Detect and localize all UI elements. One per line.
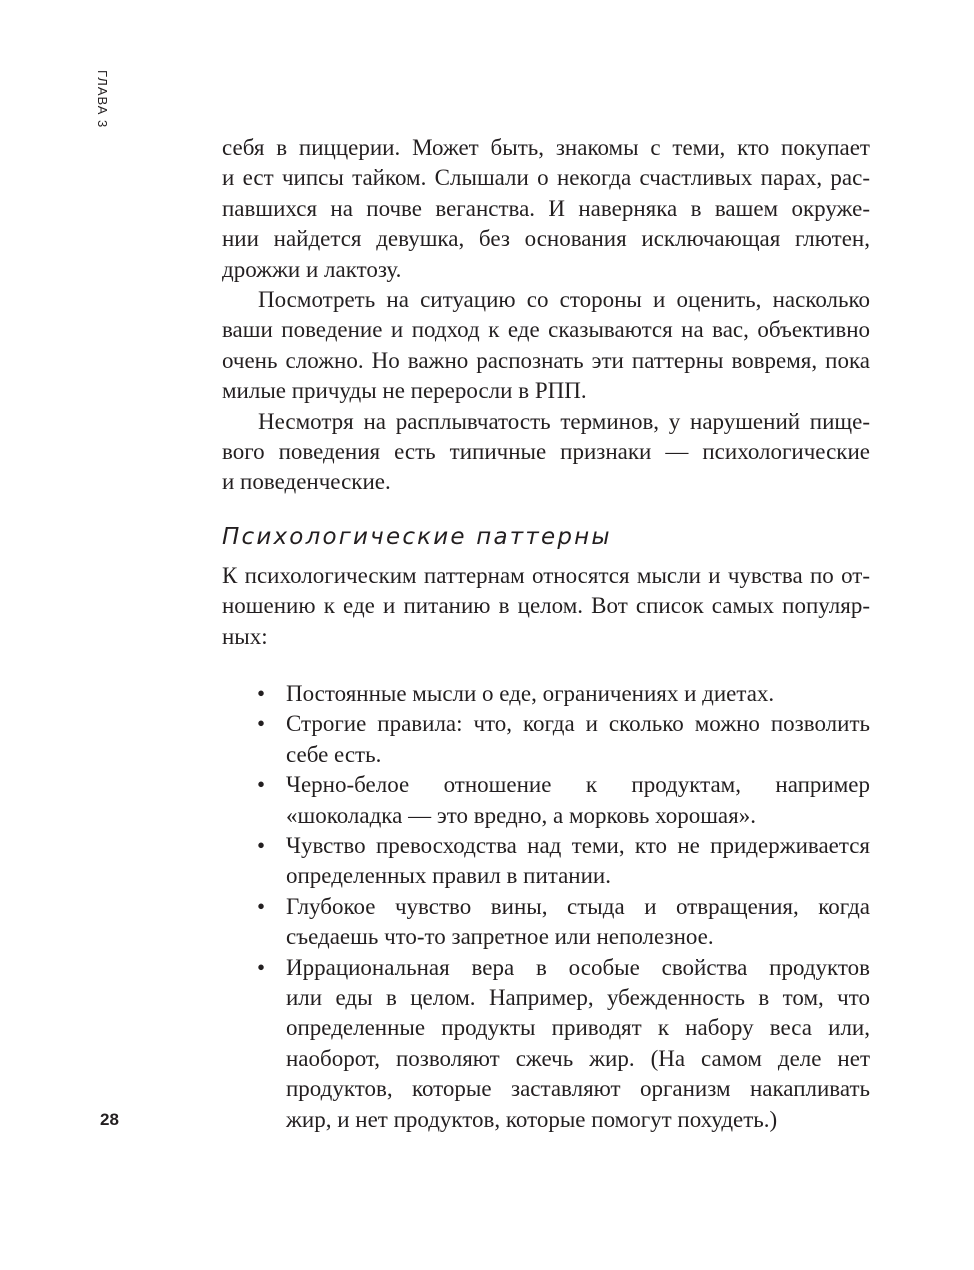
running-header: ГЛАВА 3 — [95, 70, 110, 129]
list-item-line: съедаешь что-то запретное или неполезное. — [286, 924, 714, 949]
list-item-line: Иррациональная вера в особые свойства продуктов — [286, 955, 870, 980]
list-item-line: жир, и нет продуктов, которые помогут похудеть.) — [286, 1107, 778, 1132]
paragraph-line: ношению к еде и питанию в целом. Вот список самых популяр- — [222, 593, 870, 618]
list-item-line: Чувство превосходства над теми, кто не придерживается — [286, 833, 870, 858]
bullet-marker: • — [257, 955, 266, 980]
paragraph-line: ных: — [222, 624, 268, 649]
paragraph-line: нии найдется девушка, без основания исключающая глютен, — [222, 226, 870, 251]
list-item-line: «шоколадка — это вредно, а морковь хорошая». — [286, 803, 756, 828]
bullet-marker: • — [257, 681, 266, 706]
paragraph-line: ваши поведение и подход к еде сказываются на вас, объективно — [222, 317, 870, 342]
list-item-line: определенных правил в питании. — [286, 863, 611, 888]
list-item-line: наоборот, позволяют сжечь жир. (На самом деле нет — [286, 1046, 870, 1071]
list-item-line: Черно-белое отношение к продуктам, например — [286, 772, 870, 797]
paragraph-line: и ест чипсы тайком. Слышали о некогда счастливых парах, рас- — [222, 165, 870, 190]
list-item-line: Глубокое чувство вины, стыда и отвращения, когда — [286, 894, 870, 919]
section-heading: Психологические паттерны — [222, 524, 612, 550]
bullet-marker: • — [257, 833, 266, 858]
paragraph-line: милые причуды не переросли в РПП. — [222, 378, 587, 403]
page-number: 28 — [100, 1110, 119, 1129]
paragraph-line: Посмотреть на ситуацию со стороны и оценить, насколько — [258, 287, 870, 312]
bullet-marker: • — [257, 894, 266, 919]
paragraph-line: себя в пиццерии. Может быть, знакомы с теми, кто покупает — [222, 135, 870, 160]
paragraph-line: К психологическим паттернам относятся мысли и чувства по от- — [222, 563, 870, 588]
list-item-line: определенные продукты приводят к набору веса или, — [286, 1015, 870, 1040]
list-item-line: или еды в целом. Например, убежденность в том, что — [286, 985, 870, 1010]
bullet-marker: • — [257, 772, 266, 797]
list-item-line: Постоянные мысли о еде, ограничениях и диетах. — [286, 681, 775, 706]
paragraph-line: дрожжи и лактозу. — [222, 257, 402, 282]
paragraph-line: павшихся на почве веганства. И наверняка в вашем окруже- — [222, 196, 870, 221]
paragraph-line: вого поведения есть типичные признаки — психологические — [222, 439, 870, 464]
list-item-line: продуктов, которые заставляют организм накапливать — [286, 1076, 870, 1101]
paragraph-line: и поведенческие. — [222, 469, 391, 494]
list-item-line: Строгие правила: что, когда и сколько можно позволить — [286, 711, 870, 736]
paragraph-line: Несмотря на расплывчатость терминов, у нарушений пище- — [258, 409, 870, 434]
bullet-marker: • — [257, 711, 266, 736]
list-item-line: себе есть. — [286, 742, 382, 767]
paragraph-line: очень сложно. Но важно распознать эти паттерны вовремя, пока — [222, 348, 870, 373]
